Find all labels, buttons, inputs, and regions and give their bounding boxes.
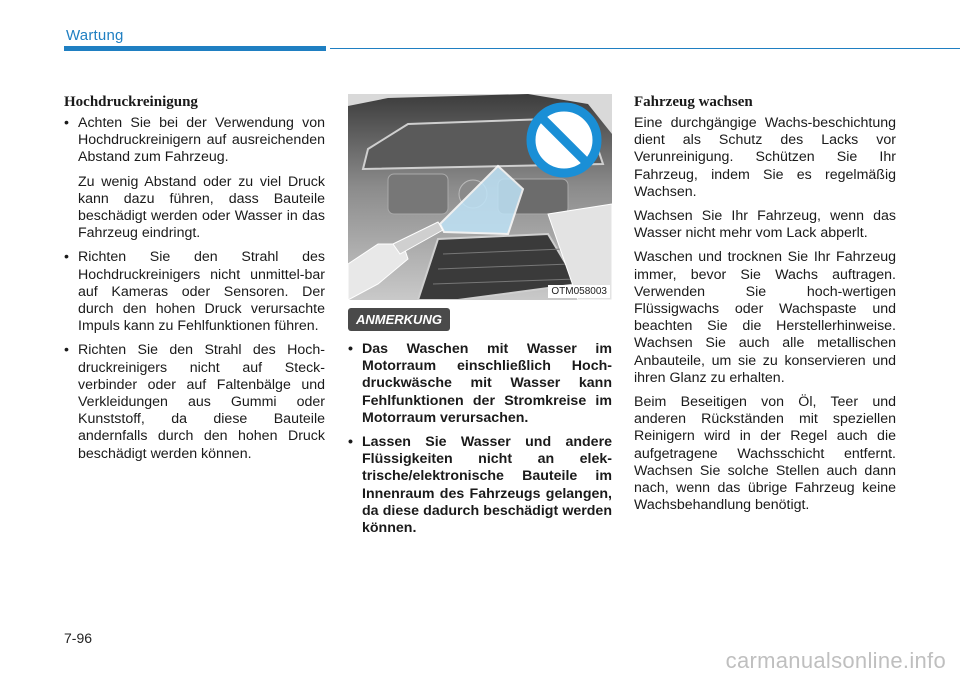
list-item	[348, 341, 612, 427]
prohibition-icon	[528, 104, 600, 176]
list-item-subtext: Zu wenig Abstand oder zu viel Druck kann dazu führen, dass Bauteile beschädigt werden oder Wasser in das Fahrzeug eindringt.	[78, 173, 325, 242]
middle-column	[348, 94, 612, 544]
page-number: 7-96	[64, 630, 93, 646]
list-item-text: Richten Sie den Strahl des Hoch-druckreinigers nicht auf Steck-verbinder oder auf Faltenbälge und Verkleidungen aus Gummi oder Kunststoff, da diese Bauteile andernfalls durch den hohen Druck beschädigt werden können.	[78, 342, 325, 462]
engine-bay-drawing	[348, 94, 612, 300]
heading-hochdruckreinigung: Hochdruckreinigung	[64, 94, 198, 110]
paragraph: Waschen und trocknen Sie Ihr Fahrzeug immer, bevor Sie Wachs auftragen. Verwenden Sie hoch-wertigen Flüssigwachs oder Wachspaste und beachten Sie die Herstellerhinweise. Wachsen Sie auch alle metallischen Anbauteile, um sie zu konservieren und ihren Glanz zu erhalten.	[634, 249, 896, 386]
header-rule-thick	[64, 46, 326, 51]
paragraph: Wachsen Sie Ihr Fahrzeug, wenn das Wasser nicht mehr vom Lack abperlt.	[634, 208, 896, 242]
paragraph: Eine durchgängige Wachs-beschichtung dient als Schutz des Lacks vor Verunreinigung. Schützen Sie Ihr Fahrzeug, indem Sie es regelmäßig Wachsen.	[634, 115, 896, 200]
list-item	[64, 342, 325, 462]
section-title: Wartung	[66, 27, 124, 44]
paragraph: Beim Beseitigen von Öl, Teer und anderen Rückständen mit speziellen Reinigern wird in der Regel auch die aufgetragene Wachsschicht entfernt. Wachsen Sie solche Stellen auch dann nach, wenn das übrige Fahrzeug keine Wachsbehandlung benötigt.	[634, 394, 896, 514]
left-column	[64, 94, 325, 470]
engine-wash-illustration	[348, 94, 612, 300]
list-item	[64, 115, 325, 242]
header-rule-thin	[330, 48, 960, 49]
pressure-washer-list	[64, 115, 325, 463]
list-item	[348, 434, 612, 537]
note-text: Lassen Sie Wasser und andere Flüssigkeiten nicht an elek-trische/elektronische Bauteile im Innenraum des Fahrzeugs gelangen, da diese dadurch beschädigt werden können.	[362, 434, 612, 537]
list-item-text: Achten Sie bei der Verwendung von Hochdruckreinigern auf ausreichenden Abstand zum Fahrzeug.	[78, 115, 325, 166]
note-badge: ANMERKUNG	[348, 308, 450, 331]
list-item-text: Richten Sie den Strahl des Hochdruckreinigers nicht unmittel-bar auf Kameras oder Sensoren. Der durch den hohen Druck verursachte Impuls kann zu Fehlfunktionen führen.	[78, 249, 325, 335]
note-text: Das Waschen mit Wasser im Motorraum einschließlich Hoch-druckwäsche mit Wasser kann Fehlfunktionen der Stromkreise im Motorraum verursachen.	[362, 341, 612, 426]
list-item	[64, 249, 325, 335]
watermark: carmanualsonline.info	[725, 648, 946, 673]
right-column	[634, 94, 896, 521]
heading-fahrzeug-wachsen: Fahrzeug wachsen	[634, 94, 753, 110]
figure-code: OTM058003	[548, 285, 610, 298]
note-list	[348, 341, 612, 537]
